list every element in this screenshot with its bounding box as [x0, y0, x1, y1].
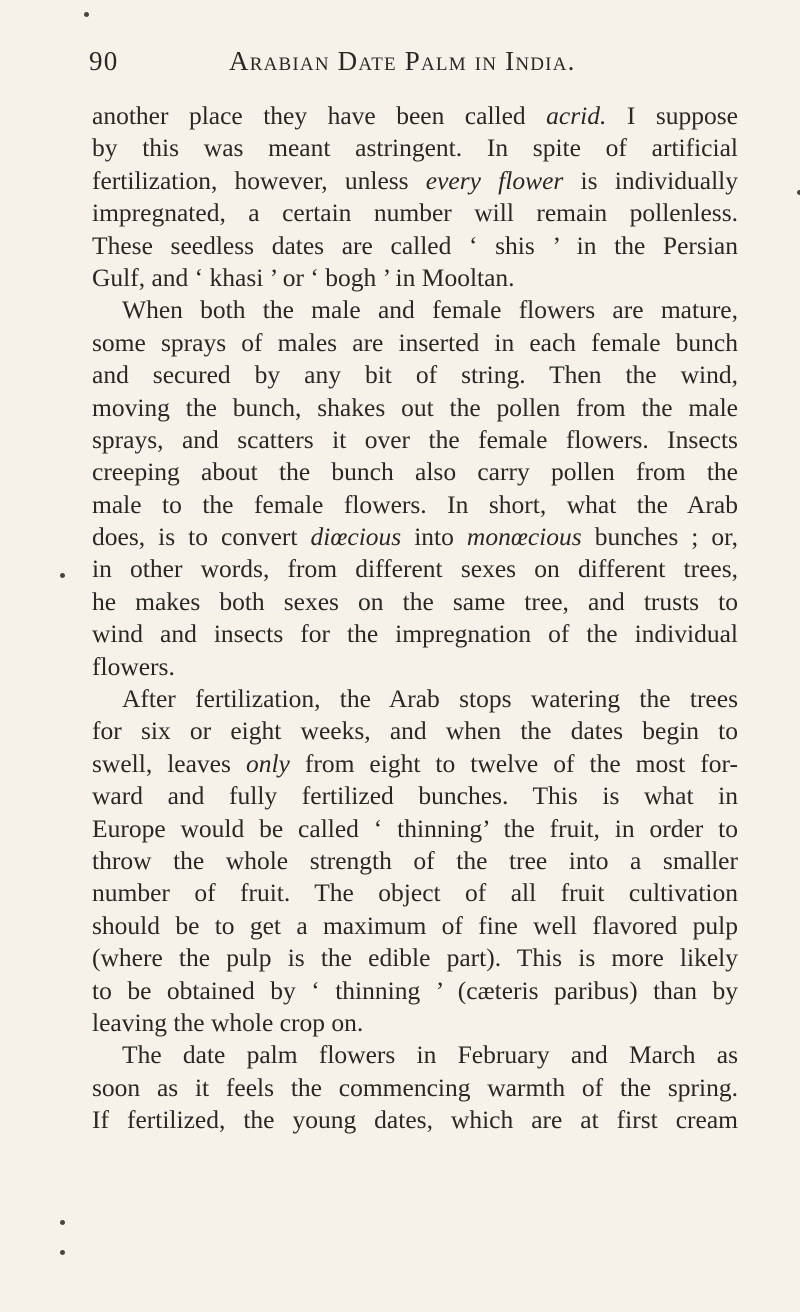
text-line: leaving the whole crop on. [92, 1007, 364, 1037]
text-line: in other words, from different sexes on different trees, [92, 554, 738, 584]
text-line: fertilization, however, unless every flower is individually [92, 165, 738, 195]
text-line: (where the pulp is the edible part). This is more likely [92, 943, 738, 973]
text-line: throw the whole strength of the tree into a smaller [92, 845, 738, 875]
text-line: These seedless dates are called ‘ shis ’ in the Persian [92, 230, 738, 260]
text-line: another place they have been called acrid. I suppose [92, 101, 738, 130]
text-line: and secured by any bit of string. Then the wind, [92, 360, 738, 390]
paper-speck [84, 12, 89, 17]
page-header [89, 46, 739, 82]
running-title: Arabian Date Palm in India. [229, 46, 576, 76]
text-line: for six or eight weeks, and when the dates begin to [92, 716, 738, 746]
text-line: impregnated, a certain number will remain pollenless. [92, 198, 738, 228]
paper-speck [60, 1250, 65, 1255]
text-line: should be to get a maximum of fine well flavored pulp [92, 910, 738, 940]
text-line: Gulf, and ‘ khasi ’ or ‘ bogh ’ in Mooltan. [92, 262, 515, 292]
text-line: After fertilization, the Arab stops watering the trees [122, 684, 738, 714]
text-line: by this was meant astringent. In spite of artificial [92, 133, 738, 163]
text-line: soon as it feels the commencing warmth of the spring. [92, 1072, 738, 1102]
paper-speck [60, 1220, 65, 1225]
text-line: he makes both sexes on the same tree, and trusts to [92, 586, 738, 616]
text-line: Europe would be called ‘ thinning’ the fruit, in order to [92, 813, 738, 843]
text-line: moving the bunch, shakes out the pollen from the male [92, 392, 738, 422]
text-line: ward and fully fertilized bunches. This is what in [92, 781, 738, 811]
text-line: wind and insects for the impregnation of the individual [92, 619, 738, 649]
text-line: sprays, and scatters it over the female flowers. Insects [92, 424, 738, 454]
text-line: swell, leaves only from eight to twelve of the most for- [92, 748, 738, 778]
text-line: to be obtained by ‘ thinning ’ (cæteris paribus) than by [92, 975, 738, 1005]
page-number: 90 [89, 46, 119, 76]
text-line: creeping about the bunch also carry pollen from the [92, 457, 738, 487]
text-line: does, is to convert diœcious into monœcious bunches ; or, [92, 522, 738, 552]
text-line: flowers. [92, 651, 175, 681]
text-line: When both the male and female flowers are mature, [122, 295, 738, 325]
text-line: If fertilized, the young dates, which are at first cream [92, 1105, 738, 1135]
body-text [92, 100, 738, 1137]
text-line: number of fruit. The object of all fruit cultivation [92, 878, 738, 908]
paper-speck [60, 573, 65, 578]
text-line: The date palm flowers in February and March as [122, 1040, 738, 1070]
text-line: some sprays of males are inserted in each female bunch [92, 327, 738, 357]
text-line: male to the female flowers. In short, what the Arab [92, 489, 738, 519]
